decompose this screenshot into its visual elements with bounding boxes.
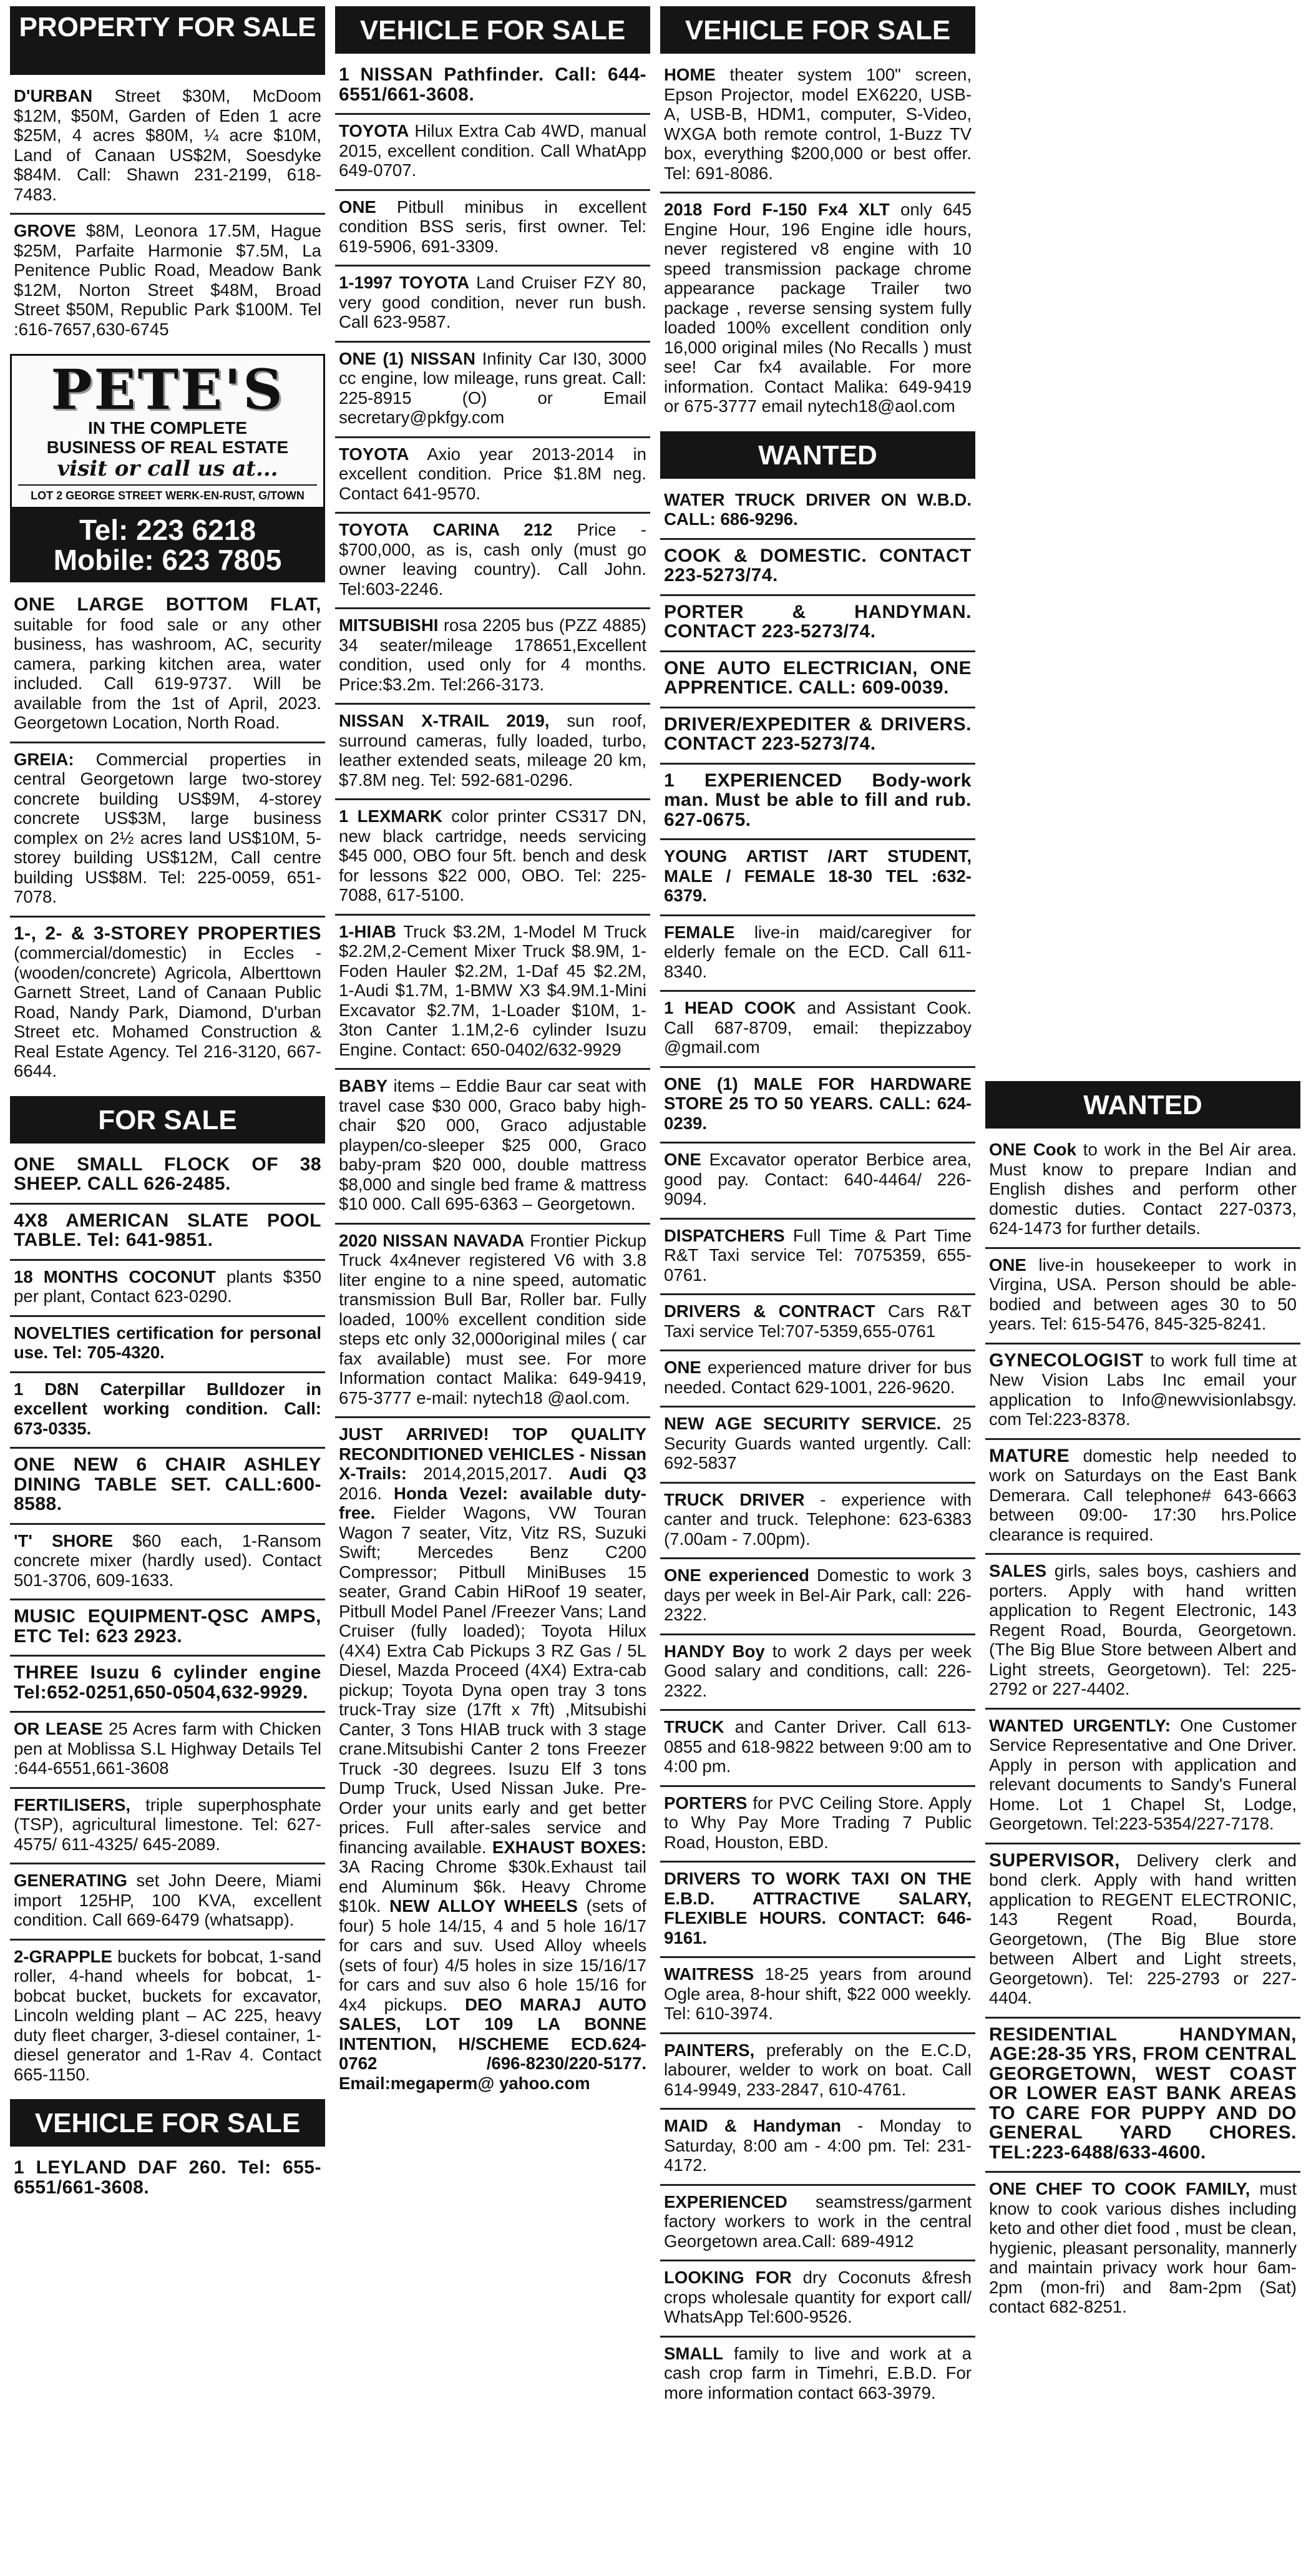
ad-domestic-belair: ONE experienced Domestic to work 3 days per week in Bel-Air Park, call: 226-2322. xyxy=(660,1565,975,1635)
ad-lexmark: 1 LEXMARK color printer CS317 DN, new black cartridge, needs servicing $45 000, OBO four 5ft. bench and desk for lessons $22 000, OBO. Tel: 225-7088, 617-5100. xyxy=(335,806,650,916)
ad-wanted-urgently: WANTED URGENTLY: One Customer Service Representative and One Driver. Apply in person with application and relevant documents to Sandy's Funeral Home. Lot 1 Chapel St, Lodge, Georgetown. Tel:223-5354/227-7178. xyxy=(985,1716,1300,1844)
ad-pitbull: ONE Pitbull minibus in excellent condition BSS seris, first owner. Tel: 619-5906, 691-3309. xyxy=(335,197,650,267)
ad-cook-belair: ONE Cook to work in the Bel Air area. Must know to prepare Indian and English dishes and perform other domestic duties. Contact 227-0373, 624-1473 for further details. xyxy=(985,1140,1300,1249)
ad-bodywork: 1 EXPERIENCED Body-work man. Must be able to fill and rub. 627-0675. xyxy=(660,771,975,841)
ad-housekeeper-usa: ONE live-in housekeeper to work in Virgina, USA. Person should be able-bodied and between ages 30 to 50 years. Tel: 615-5476, 845-325-8241. xyxy=(985,1255,1300,1344)
petes-line-2: BUSINESS OF REAL ESTATE xyxy=(46,438,289,457)
ad-pool-table: 4X8 AMERICAN SLATE POOL TABLE. Tel: 641-9851. xyxy=(10,1211,325,1261)
ad-bulldozer: 1 D8N Caterpillar Bulldozer in excellent working condition. Call: 673-0335. xyxy=(10,1379,325,1449)
ad-music-equipment: MUSIC EQUIPMENT-QSC AMPS, ETC Tel: 623 2923. xyxy=(10,1607,325,1657)
ad-carina: TOYOTA CARINA 212 Price - $700,000, as is, cash only (must go owner leaving country). Call John. Tel:603-2246. xyxy=(335,520,650,609)
column-4 xyxy=(985,1081,1300,2332)
ad-just-arrived: JUST ARRIVED! TOP QUALITY RECONDITIONED VEHICLES - Nissan X-Trails: 2014,2015,2017. Audi Q3 2016. Honda Vezel: available duty-free. Fielder Wagons, VW Touran Wagon 7 seater, Vitz, Vitz RS, Suzuki Swift; Mercedes Benz C200 Compressor; Pitbull MiniBuses 15 seater, Grand Cabin HiRoof 19 seater, Pitbull Model Panel /Freezer Vans; Land Cruiser (fully loaded); Toyota Hilux (4X4) Extra Cab Pickups 3 RZ Gas / 5L Diesel, Mazda Proceed (4X4) Extra-cab pickup; Toyota Dyna open tray 3 tons truck-Tray size (17ft x 7ft) ,Mitsubishi Canter, 3 Tons HIAB truck with 3 stage crane.Mitsubishi Canter 2 tons Freezer Truck -30 degrees. Isuzu Elf 3 tons Dump Truck, Used Nissan Juke. Pre-Order your units early and get better prices. Full after-sales service and financing available. EXHAUST BOXES: 3A Racing Chrome $30k.Exhaust tail end Aluminum $6k. Heavy Chrome $10k. NEW ALLOY WHEELS (sets of four) 5 hole 14/15, 4 and 5 hole 16/17 for cars and suv. Used Alloy wheels (sets of four) 4/5 holes in size 15/16/17 for cars and suv also 6 hole 15/16 for 4x4 pickups. DEO MARAJ AUTO SALES, LOT 109 LA BONNE INTENTION, H/SCHEME ECD.624-0762 /696-8230/220-5177. Email:megaperm@ yahoo.com xyxy=(339,1424,647,2093)
ad-residential-handyman: RESIDENTIAL HANDYMAN, AGE:28-35 YRS, FROM CENTRAL GEORGETOWN, WEST COAST OR LOWER EAST BANK AREAS TO CARE FOR PUPPY AND DO GENERAL YARD CHORES. TEL:223-6488/633-4600. xyxy=(985,2025,1300,2173)
ad-excavator-operator: ONE Excavator operator Berbice area, good pay. Contact: 640-4464/ 226-9094. xyxy=(660,1150,975,1220)
ad-isuzu-engine: THREE Isuzu 6 cylinder engine Tel:652-0251,650-0504,632-9929. xyxy=(10,1663,325,1713)
ad-farm-family: SMALL family to live and work at a cash crop farm in Timehri, E.B.D. For more information contact 663-3979. xyxy=(664,2343,972,2402)
ad-chef: ONE CHEF TO COOK FAMILY, must know to cook various dishes including keto and other diet food , must be clean, hygienic, pleasant personality, mannerly and maintain privacy work hour 6am-2pm (mon-fri) and 8am-2pm (Sat) contact 682-8251. xyxy=(989,2179,1297,2316)
petes-logo xyxy=(10,354,325,509)
property-for-sale-header: PROPERTY FOR SALE xyxy=(10,6,325,75)
ad-waitress: WAITRESS 18-25 years from around Ogle area, 8-hour shift, $22 000 weekly. Tel: 610-3974. xyxy=(660,1964,975,2034)
ad-canter-driver: TRUCK and Canter Driver. Call 613-0855 and 618-9822 between 9:00 am to 4:00 pm. xyxy=(660,1717,975,1787)
ad-infinity: ONE (1) NISSAN Infinity Car I30, 3000 cc engine, low mileage, runs great. Call: 225-8915 (O) or Email secretary@pkfgy.com xyxy=(335,349,650,438)
ad-pathfinder: 1 NISSAN Pathfinder. Call: 644-6551/661-3608. xyxy=(335,65,650,115)
ad-sales-staff: SALES girls, sales boys, cashiers and porters. Apply with hand written application to Regent Electronic, 143 Regent Road, Bourda, Georgetown. (The Big Blue Store between Albert and Light streets, Georgetown). Tel: 225-2792 or 227-4402. xyxy=(985,1561,1300,1710)
ad-durban: D'URBAN Street $30M, McDoom $12M, $50M, Garden of Eden 1 acre $25M, 4 acres $80M, ¼ acre $10M, Land of Canaan US$2M, Soesdyke $84M. Call: Shawn 231-2199, 618-7483. xyxy=(10,86,325,215)
vehicle-for-sale-header-col3: VEHICLE FOR SALE xyxy=(660,6,975,54)
ad-supervisor: SUPERVISOR, Delivery clerk and bond clerk. Apply with hand written application to REGENT ELECTRONIC, 143 Regent Road, Bourda, Georgetown, (The Big Blue store between Albert and Light streets, Georgetown). Tel: 225-2793 or 227-4404. xyxy=(985,1851,1300,2019)
ad-maid-handyman: MAID & Handyman - Monday to Saturday, 8:00 am - 4:00 pm. Tel: 231-4172. xyxy=(660,2116,975,2186)
petes-logo-word: PETE'S xyxy=(51,357,285,422)
ad-coconuts-export: LOOKING FOR dry Coconuts &fresh crops wholesale quantity for export call/ WhatsApp Tel:600-9526. xyxy=(660,2268,975,2338)
ad-x-trail: NISSAN X-TRAIL 2019, sun roof, surround cameras, fully loaded, turbo, leather extended seats, mileage 20 km, $7.8M neg. Tel: 592-681-0296. xyxy=(335,711,650,800)
ad-gynecologist: GYNECOLOGIST to work full time at New Vision Labs Inc email your application to Info@newvisionlabsgy. com Tel:223-8378. xyxy=(985,1351,1300,1440)
vehicle-for-sale-header-col2: VEHICLE FOR SALE xyxy=(335,6,650,54)
wanted-header-col4: WANTED xyxy=(985,1081,1300,1129)
ad-mitsubishi-rosa: MITSUBISHI rosa 2205 bus (PZZ 4885) 34 seater/mileage 178651,Excellent condition, used only for 4 months. Price:$3.2m. Tel:266-3173. xyxy=(335,615,650,705)
ad-painters: PAINTERS, preferably on the E.C.D, labourer, welder to work on boat. Call 614-9949, 233-2847, 610-4761. xyxy=(660,2040,975,2110)
ad-cook-domestic: COOK & DOMESTIC. CONTACT 223-5273/74. xyxy=(660,546,975,596)
ad-hiab: 1-HIAB Truck $3.2M, 1-Model M Truck $2.2M,2-Cement Mixer Truck $8.9M, 1-Foden Hauler $2.2M, 1-Daf 45 $2.2M, 1-Audi $1.7M, 1-BMW X3 $4.9M.1-Mini Excavator $2.7M, 1-Loader $10M, 1-3ton Canter 1.1M,2-6 cylinder Isuzu Engine. Contact: 650-0402/632-9929 xyxy=(335,922,650,1070)
ad-mature-domestic: MATURE domestic help needed to work on Saturdays on the East Bank Demerara. Call telephone# 643-6663 between 09:00- 17:30 hrs.Police clearance is required. xyxy=(985,1446,1300,1555)
ad-handy-boy: HANDY Boy to work 2 days per week Good salary and conditions, call: 226-2322. xyxy=(660,1642,975,1712)
column-3 xyxy=(660,6,975,2417)
petes-phone xyxy=(10,509,325,582)
petes-tel: Tel: 223 6218 xyxy=(79,514,256,546)
ad-young-artist: YOUNG ARTIST /ART STUDENT, MALE / FEMALE 18-30 TEL :632-6379. xyxy=(660,846,975,916)
ad-axio: TOYOTA Axio year 2013-2014 in excellent condition. Price $1.8M neg. Contact 641-9570. xyxy=(335,444,650,514)
ad-greia: GREIA: Commercial properties in central Georgetown large two-storey concrete building US$9M, 4-storey concrete US$3M, large business complex on 2½ acres land US$10M, 5-storey building US$12M, Call centre building US$8M. Tel: 225-0059, 651-7078. xyxy=(10,750,325,918)
ad-baby-items: BABY items – Eddie Baur car seat with travel case $30 000, Graco baby high-chair $20 000, Graco adjustable playpen/co-sleeper $25 000, Graco baby-pram $20 000, double mattress $8,000 and single bed frame & mattress $10 000. Call 695-6363 – Georgetown. xyxy=(335,1076,650,1225)
ad-hardware-store: ONE (1) MALE FOR HARDWARE STORE 25 TO 50 YEARS. CALL: 624-0239. xyxy=(660,1074,975,1144)
for-sale-header: FOR SALE xyxy=(10,1096,325,1144)
ad-bottom-flat: ONE LARGE BOTTOM FLAT, suitable for food sale or any other business, has washroom, AC, security camera, parking kitchen area, water included. Call 619-9737. Will be available from the 1st of April, 2023. Georgetown Location, North Road. xyxy=(10,595,325,743)
petes-address: LOT 2 GEORGE STREET WERK-EN-RUST, G/TOWN xyxy=(18,484,317,503)
column-2 xyxy=(335,6,650,2108)
petes-line-1: IN THE COMPLETE xyxy=(87,418,248,438)
ad-water-truck: WATER TRUCK DRIVER ON W.B.D. CALL: 686-9296. xyxy=(660,490,975,540)
ad-driver-expediter: DRIVER/EXPEDITER & DRIVERS. CONTACT 223-5273/74. xyxy=(660,715,975,765)
ad-coconut: 18 MONTHS COCONUT plants $350 per plant, Contact 623-0290. xyxy=(10,1267,325,1317)
wanted-header-col3: WANTED xyxy=(660,431,975,479)
ad-head-cook: 1 HEAD COOK and Assistant Cook. Call 687-8709, email: thepizzaboy @gmail.com xyxy=(660,998,975,1068)
ad-generating-set: GENERATING set John Deere, Miami import 125HP, 100 KVA, excellent condition. Call 669-6479 (whatsapp). xyxy=(10,1871,325,1941)
petes-mobile: Mobile: 623 7805 xyxy=(53,544,282,576)
ad-t-shore: 'T' SHORE $60 each, 1-Ransom concrete mixer (hardly used). Contact 501-3706, 609-1633. xyxy=(10,1531,325,1601)
ad-truck-driver: TRUCK DRIVER - experience with canter and truck. Telephone: 623-6383 (7.00am - 7.00pm). xyxy=(660,1490,975,1560)
ad-dispatchers: DISPATCHERS Full Time & Part Time R&T Taxi service Tel: 7075359, 655-0761. xyxy=(660,1226,975,1296)
ad-drivers-contract: DRIVERS & CONTRACT Cars R&T Taxi service Tel:707-5359,655-0761 xyxy=(660,1301,975,1351)
ad-leyland: 1 LEYLAND DAF 260. Tel: 655-6551/661-3608. xyxy=(14,2157,321,2198)
ad-ford-f150: 2018 Ford F-150 Fx4 XLT only 645 Engine Hour, 196 Engine idle hours, never registered v8 engine with 10 speed transmission package chrome appearance package Trailer two package , reverse sensing system fully loaded 100% excellent condition only 16,000 original miles (No Recalls ) must see! Car fx4 available. For more information. Contact Malika: 649-9419 or 675-3777 email nytech18@aol.com xyxy=(664,200,972,416)
ad-hilux: TOYOTA Hilux Extra Cab 4WD, manual 2015, excellent condition. Call WhatApp 649-0707. xyxy=(335,121,650,191)
ad-taxi-drivers: DRIVERS TO WORK TAXI ON THE E.B.D. ATTRACTIVE SALARY, FLEXIBLE HOURS. CONTACT: 646-9161. xyxy=(660,1869,975,1958)
ad-pvc-porters: PORTERS for PVC Ceiling Store. Apply to Why Pay More Trading 7 Public Road, Houston, EBD. xyxy=(660,1793,975,1863)
ad-seamstress: EXPERIENCED seamstress/garment factory workers to work in the central Georgetown area.Call: 689-4912 xyxy=(660,2192,975,2262)
ad-dining-table: ONE NEW 6 CHAIR ASHLEY DINING TABLE SET. CALL:600-8588. xyxy=(10,1455,325,1525)
ad-porter-handyman: PORTER & HANDYMAN. CONTACT 223-5273/74. xyxy=(660,602,975,652)
ad-farm-lease: OR LEASE 25 Acres farm with Chicken pen at Moblissa S.L Highway Details Tel :644-6551,661-3608 xyxy=(10,1719,325,1789)
ad-sheep: ONE SMALL FLOCK OF 38 SHEEP. CALL 626-2485. xyxy=(10,1155,325,1205)
petes-visit: visit or call us at... xyxy=(57,456,278,481)
ad-storey-properties: 1-, 2- & 3-STOREY PROPERTIES (commercial/domestic) in Eccles - (wooden/concrete) Agricola, Alberttown Garnett Street, Land of Canaan Public Road, Nandy Park, Diamond, D'urban Street etc. Mohamed Construction & Real Estate Agency. Tel 216-3120, 667-6644. xyxy=(14,923,321,1080)
ad-grapple: 2-GRAPPLE buckets for bobcat, 1-sand roller, 4-hand wheels for bobcat, 1-bobcat bucket, buckets for excavator, Lincoln welding plant – AC 225, heavy duty fleet charger, 3-diesel container, 1-diesel generator and 1-Rav 4. Contact 665-1150. xyxy=(14,1946,321,2084)
ad-auto-electrician: ONE AUTO ELECTRICIAN, ONE APPRENTICE. CALL: 609-0039. xyxy=(660,659,975,708)
ad-home-theater: HOME theater system 100" screen, Epson Projector, model EX6220, USB-A, USB-B, HDM1, computer, S-Video, WXGA both remote control, 1-Buzz TV box, everything $200,000 or best offer. Tel: 691-8086. xyxy=(660,65,975,193)
ad-land-cruiser: 1-1997 TOYOTA Land Cruiser FZY 80, very good condition, never run bush. Call 623-9587. xyxy=(335,273,650,343)
ad-bus-driver: ONE experienced mature driver for bus needed. Contact 629-1001, 226-9620. xyxy=(660,1358,975,1408)
ad-fertilisers: FERTILISERS, triple superphosphate (TSP), agricultural limestone. Tel: 627-4575/ 611-4325/ 645-2089. xyxy=(10,1795,325,1865)
ad-navada: 2020 NISSAN NAVADA Frontier Pickup Truck 4x4never registered V6 with 3.8 liter engine to a nine speed, automatic transmission Bull Bar, Roller bar. Fully loaded, 100% excellent condition side steps etc only 32,000original miles ( car fax available) must see. For more Information contact Malika: 649-9419, 675-3777 e-mail: nytech18 @aol.com. xyxy=(335,1231,650,1419)
ad-female-maid: FEMALE live-in maid/caregiver for elderly female on the ECD. Call 611-8340. xyxy=(660,923,975,992)
petes-real-estate-ad xyxy=(10,354,325,582)
ad-grove: GROVE $8M, Leonora 17.5M, Hague $25M, Parfaite Harmonie $7.5M, La Penitence Public Road, Meadow Bank $12M, Norton Street $48M, Broad Street $50M, Republic Park $100M. Tel :616-7657,630-6745 xyxy=(14,221,321,339)
vehicle-for-sale-header-col1: VEHICLE FOR SALE xyxy=(10,2099,325,2147)
column-1 xyxy=(10,6,325,2212)
ad-novelties: NOVELTIES certification for personal use. Tel: 705-4320. xyxy=(10,1323,325,1373)
ad-security: NEW AGE SECURITY SERVICE. 25 Security Guards wanted urgently. Call: 692-5837 xyxy=(660,1414,975,1484)
